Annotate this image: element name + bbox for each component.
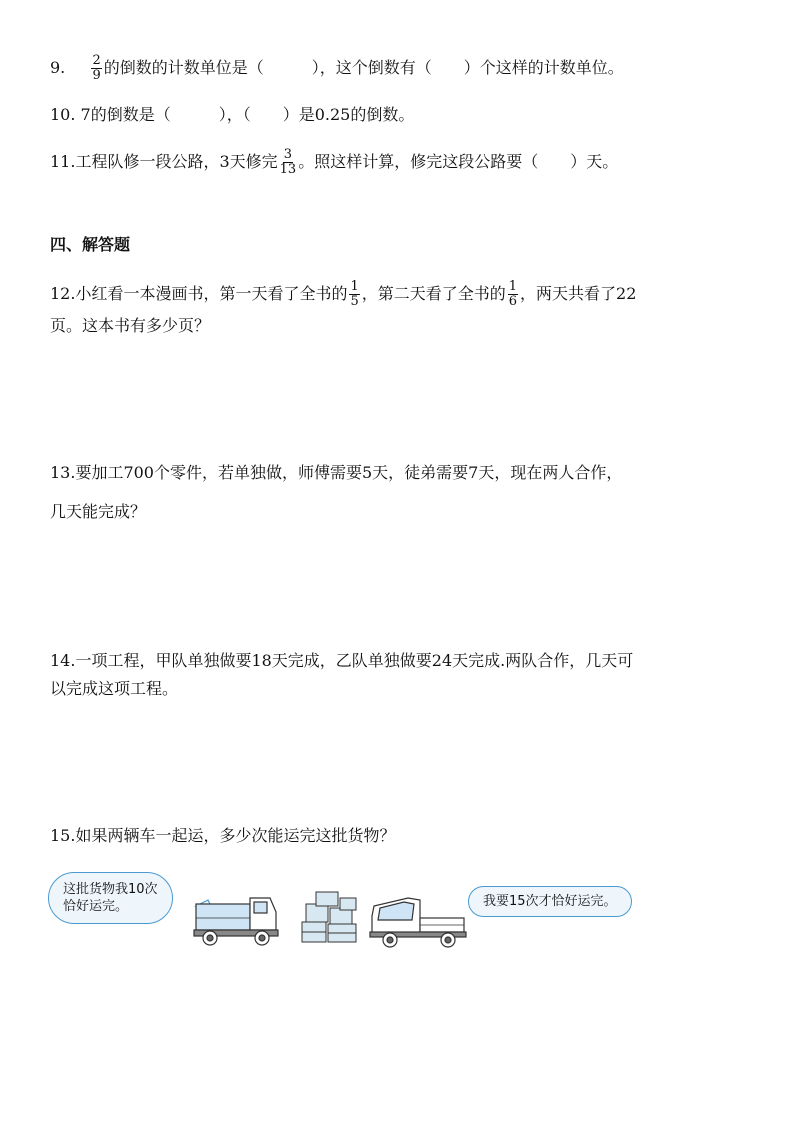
question-12 (50, 280, 636, 309)
fraction-1-5: $\frac{1}{5}$ (350, 279, 359, 309)
section-title: 四、解答题 (50, 235, 131, 254)
speech-bubble-right: 我要15次才恰好运完。 (468, 886, 632, 917)
question-10-text: 10. 7的倒数是（ ），（ ）是0.25的倒数。 (50, 105, 415, 124)
question-12-line2: 页。这本书有多少页？ (50, 316, 211, 335)
question-12-text-a: 12.小红看一本漫画书，第一天看了全书的 (50, 284, 348, 303)
question-10 (50, 105, 414, 125)
fraction-2-9: $\frac{2}{9}$ (92, 53, 101, 83)
question-11-text-a: 11.工程队修一段公路，3天修完 (50, 152, 278, 171)
question-11-text-b: 。照这样计算，修完这段公路要（ ）天。 (298, 152, 619, 171)
left-truck-icon (194, 898, 278, 945)
question-12-text-c: ，两天共看了22 (520, 284, 637, 303)
question-13: 13.要加工700个零件，若单独做，师傅需要5天，徒弟需要7天，现在两人合作， (50, 463, 623, 482)
cargo-boxes-icon (302, 892, 356, 942)
speech-bubble-left: 这批货物我10次 恰好运完。 (48, 872, 173, 924)
question-11 (50, 148, 618, 177)
fraction-3-13: $\frac{3}{13}$ (279, 147, 297, 177)
trucks-illustration (190, 880, 470, 955)
question-14: 14.一项工程，甲队单独做要18天完成，乙队单独做要24天完成.两队合作，几天可 (50, 651, 634, 670)
question-15: 15.如果两辆车一起运，多少次能运完这批货物？ (50, 826, 396, 845)
fraction-1-6: $\frac{1}{6}$ (508, 279, 518, 309)
question-13-line2: 几天能完成？ (50, 502, 147, 521)
question-14-line2: 以完成这项工程。 (50, 679, 179, 698)
question-12-text-b: ，第二天看了全书的 (361, 284, 506, 303)
question-9 (50, 54, 624, 83)
question-9-text: 的倒数的计数单位是（ ），这个倒数有（ ）个这样的计数单位。 (103, 58, 624, 77)
question-9-number: 9. (50, 58, 66, 77)
right-truck-icon (370, 898, 466, 947)
